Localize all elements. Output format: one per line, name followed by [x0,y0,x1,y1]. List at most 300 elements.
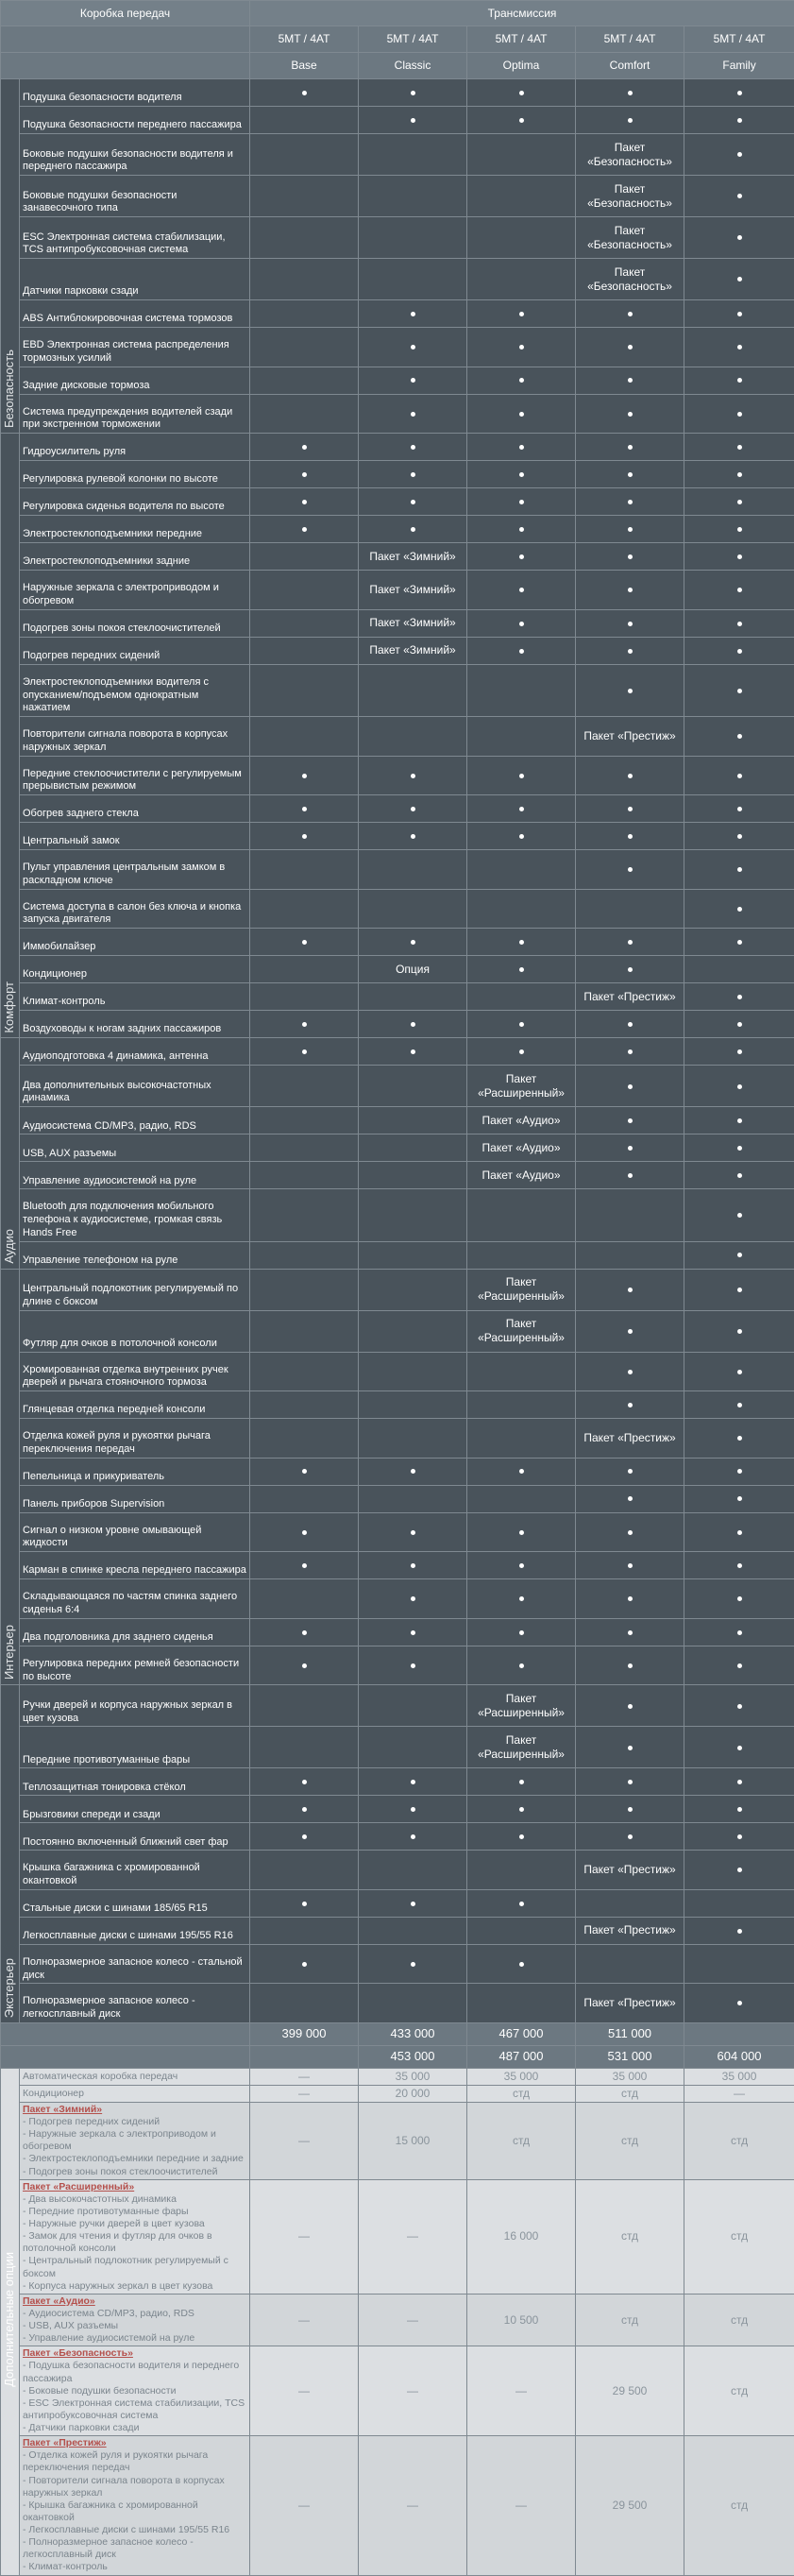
feature-value [359,1851,467,1890]
feature-value [576,1391,684,1419]
included-dot-icon [737,412,742,417]
package-item: - Передние противотуманные фары [23,2206,246,2218]
feature-row [1,983,794,1011]
feature-value [467,1011,576,1038]
feature-value [359,367,467,394]
included-dot-icon [737,940,742,945]
included-dot-icon [628,967,633,972]
included-dot-icon [519,554,524,559]
options-table-body [1,2068,794,2575]
feature-value [250,1618,359,1646]
feature-name: Боковые подушки безопасности водителя и переднего пассажира [20,134,250,176]
feature-name: Складывающаяся по частям спинка заднего сиденья 6:4 [20,1579,250,1619]
feature-value [576,929,684,956]
package-row [1,2346,794,2436]
included-dot-icon [628,1704,633,1709]
feature-value [359,176,467,217]
feature-value [576,1485,684,1512]
included-dot-icon [737,345,742,350]
package-item: - Боковые подушки безопасности [23,2385,246,2397]
feature-value-text: Пакет «Престиж» [583,728,676,742]
feature-name: USB, AUX разъемы [20,1134,250,1162]
feature-name: Регулировка передних ремней безопасности по высоте [20,1646,250,1685]
feature-value [250,1646,359,1685]
feature-value [250,394,359,434]
feature-value [250,1011,359,1038]
package-price: 29 500 [576,2346,684,2436]
options-section-label: Дополнительные опции [2,2251,17,2387]
feature-value [576,107,684,134]
included-dot-icon [519,345,524,350]
included-dot-icon [411,312,415,316]
feature-row [1,571,794,610]
feature-value [359,1646,467,1685]
feature-value [250,1269,359,1310]
feature-value [359,664,467,716]
included-dot-icon [302,91,307,95]
included-dot-icon [411,445,415,450]
included-dot-icon [628,1563,633,1568]
feature-value [467,1618,576,1646]
included-dot-icon [411,345,415,350]
included-dot-icon [411,500,415,504]
feature-value [467,1391,576,1419]
feature-name: Передние противотуманные фары [20,1727,250,1768]
package-price: стд [684,2179,794,2294]
package-item: - Подушка безопасности водителя и переднего пассажира [23,2360,246,2384]
included-dot-icon [302,807,307,811]
feature-value [250,259,359,300]
package-title-link[interactable]: Пакет «Безопасность» [23,2347,133,2360]
feature-name: Подушка безопасности водителя [20,79,250,107]
feature-value [467,1796,576,1823]
included-dot-icon [302,445,307,450]
included-dot-icon [737,527,742,532]
feature-value [359,637,467,664]
included-dot-icon [302,1530,307,1535]
transmission-header: Трансмиссия [250,1,794,26]
feature-value [684,717,794,757]
included-dot-icon [411,412,415,417]
package-price: — [467,2436,576,2575]
included-dot-icon [519,1049,524,1054]
feature-value [684,516,794,543]
feature-value [467,1458,576,1485]
package-item: - Замок для чтения и футляр для очков в потолочной консоли [23,2230,246,2255]
feature-table-body [1,79,794,2023]
feature-value-text: Пакет «Безопасность» [587,223,672,251]
feature-value [684,543,794,571]
feature-value [684,1552,794,1579]
feature-name: Электростеклоподъемники передние [20,516,250,543]
included-dot-icon [737,1253,742,1257]
feature-name: Глянцевая отделка передней консоли [20,1391,250,1419]
included-dot-icon [628,867,633,872]
feature-name: Легкосплавные диски с шинами 195/55 R16 [20,1917,250,1944]
feature-value [684,1038,794,1066]
feature-name: Два подголовника для заднего сиденья [20,1618,250,1646]
feature-name: Постоянно включенный ближний свет фар [20,1823,250,1851]
feature-value [467,717,576,757]
package-price: стд [576,2179,684,2294]
feature-value [576,1685,684,1727]
trim-name: Base [250,53,359,79]
included-dot-icon [737,2001,742,2005]
option-price: стд [576,2085,684,2102]
feature-name: Хромированная отделка внутренних ручек дверей и рычага стояночного тормоза [20,1352,250,1391]
included-dot-icon [737,312,742,316]
included-dot-icon [628,807,633,811]
feature-value [576,300,684,328]
feature-value [359,1796,467,1823]
included-dot-icon [737,1146,742,1151]
included-dot-icon [628,1146,633,1151]
feature-value-text: Пакет «Престиж» [583,989,676,1003]
feature-value [467,1512,576,1552]
package-price: стд [684,2294,794,2346]
option-price: 35 000 [467,2068,576,2085]
package-title-link[interactable]: Пакет «Зимний» [23,2103,103,2115]
included-dot-icon [302,500,307,504]
included-dot-icon [519,472,524,477]
feature-value [250,176,359,217]
feature-value [467,1646,576,1685]
price-value: 604 000 [717,2049,762,2064]
feature-value [684,1768,794,1796]
price-cell [684,2045,794,2068]
package-description [20,2102,250,2179]
feature-value [250,1768,359,1796]
feature-row [1,1512,794,1552]
feature-value [576,79,684,107]
included-dot-icon [737,1834,742,1839]
included-dot-icon [628,1329,633,1334]
feature-name: Пульт управления центральным замком в раскладном ключе [20,850,250,890]
feature-value [684,637,794,664]
feature-row [1,1727,794,1768]
feature-value [684,756,794,795]
feature-name: Передние стеклоочистители с регулируемым прерывистым режимом [20,756,250,795]
included-dot-icon [411,1834,415,1839]
feature-value [684,929,794,956]
package-price: — [250,2179,359,2294]
feature-value [359,300,467,328]
feature-value [684,1944,794,1984]
option-price: — [250,2068,359,2085]
feature-value [576,1944,684,1984]
feature-value [359,1512,467,1552]
feature-name: Аудиосистема CD/MP3, радио, RDS [20,1107,250,1134]
feature-value [576,134,684,176]
included-dot-icon [302,1807,307,1812]
feature-row [1,1419,794,1459]
included-dot-icon [302,472,307,477]
feature-value [467,79,576,107]
included-dot-icon [737,1370,742,1374]
feature-value [467,1107,576,1134]
section-label: Экстерьер [2,1957,17,2019]
feature-value [359,956,467,983]
feature-value [467,1485,576,1512]
option-row [1,2085,794,2102]
included-dot-icon [519,1563,524,1568]
option-price: 35 000 [576,2068,684,2085]
feature-value [250,328,359,367]
feature-value [467,823,576,850]
included-dot-icon [411,1780,415,1784]
feature-value [250,79,359,107]
included-dot-icon [628,1022,633,1027]
feature-value [684,1241,794,1269]
feature-name: Электростеклоподъемники водителя с опусканием/подъемом однократным нажатием [20,664,250,716]
feature-row [1,1917,794,1944]
feature-row [1,889,794,929]
included-dot-icon [737,91,742,95]
feature-value [359,1579,467,1619]
included-dot-icon [737,995,742,999]
included-dot-icon [737,1022,742,1027]
included-dot-icon [411,1022,415,1027]
feature-value [359,1066,467,1107]
option-row [1,2068,794,2085]
feature-value [359,1485,467,1512]
feature-value [684,983,794,1011]
package-description [20,2436,250,2575]
feature-value-text: Пакет «Зимний» [369,549,456,563]
package-description [20,2179,250,2294]
feature-value [467,1944,576,1984]
feature-value [467,1352,576,1391]
feature-value [250,1512,359,1552]
included-dot-icon [737,554,742,559]
feature-value [467,1189,576,1241]
package-price: стд [684,2346,794,2436]
feature-value [576,1419,684,1459]
price-cell [359,2022,467,2045]
feature-value [250,543,359,571]
package-item: - Подогрев зоны покоя стеклоочистителей [23,2166,246,2178]
included-dot-icon [737,689,742,693]
feature-value [684,1162,794,1189]
options-section-band [1,2068,20,2575]
included-dot-icon [737,867,742,872]
included-dot-icon [628,1370,633,1374]
included-dot-icon [519,1807,524,1812]
trim-header-spacer [1,53,250,79]
feature-value [250,1796,359,1823]
package-row [1,2294,794,2346]
included-dot-icon [628,312,633,316]
feature-value [684,367,794,394]
feature-value [250,889,359,929]
feature-value [250,1984,359,2023]
package-row [1,2102,794,2179]
gearbox-cell: 5MT / 4AT [576,26,684,53]
gearbox-header: Коробка передач [1,1,250,26]
included-dot-icon [411,1049,415,1054]
feature-row [1,850,794,890]
feature-name: Система доступа в салон без ключа и кнопка запуска двигателя [20,889,250,929]
package-item: - Повторители сигнала поворота в корпусах наружных зеркал [23,2475,246,2499]
feature-value [576,328,684,367]
section-band [1,79,20,434]
included-dot-icon [411,118,415,123]
feature-value [684,889,794,929]
feature-value [359,609,467,637]
included-dot-icon [737,194,742,198]
included-dot-icon [302,1780,307,1784]
feature-value [576,217,684,259]
feature-value [359,983,467,1011]
price-row [1,2022,794,2045]
feature-value [467,956,576,983]
section-label: Комфорт [2,981,17,1033]
feature-row [1,1038,794,1066]
feature-value [359,1162,467,1189]
feature-name: Пепельница и прикуриватель [20,1458,250,1485]
included-dot-icon [628,1496,633,1501]
package-price: стд [684,2436,794,2575]
package-item: - Управление аудиосистемой на руле [23,2332,246,2345]
included-dot-icon [737,649,742,654]
included-dot-icon [737,1084,742,1089]
package-price: — [250,2346,359,2436]
feature-value [250,850,359,890]
feature-row [1,1646,794,1685]
included-dot-icon [737,1436,742,1441]
feature-value [359,434,467,461]
included-dot-icon [737,1596,742,1601]
feature-name: Полноразмерное запасное колесо - легкосплавный диск [20,1984,250,2023]
feature-name: ESC Электронная система стабилизации, TCS антипробуксовочная система [20,217,250,259]
feature-value [250,434,359,461]
included-dot-icon [737,1049,742,1054]
included-dot-icon [628,1780,633,1784]
included-dot-icon [628,1746,633,1750]
included-dot-icon [628,774,633,778]
feature-value [467,1768,576,1796]
included-dot-icon [628,1288,633,1292]
feature-name: Кондиционер [20,956,250,983]
section-band [1,1269,20,1685]
feature-value [684,1391,794,1419]
feature-value [359,1134,467,1162]
feature-value-text: Пакет «Расширенный» [478,1732,565,1761]
package-item: - Наружные зеркала с электроприводом и обогревом [23,2128,246,2153]
feature-value [576,516,684,543]
included-dot-icon [737,774,742,778]
package-row [1,2179,794,2294]
package-item: - Отделка кожей руля и рукоятки рычага переключения передач [23,2449,246,2474]
feature-value [684,1269,794,1310]
package-title-link[interactable]: Пакет «Расширенный» [23,2180,135,2192]
feature-value [684,259,794,300]
package-item: - Электростеклоподъемники передние и задние [23,2153,246,2165]
feature-row [1,394,794,434]
feature-row [1,956,794,983]
package-description [20,2346,250,2436]
feature-name: Ручки дверей и корпуса наружных зеркал в цвет кузова [20,1685,250,1727]
feature-value-text: Пакет «Зимний» [369,616,456,630]
feature-name: Гидроусилитель руля [20,434,250,461]
package-title-link[interactable]: Пакет «Аудио» [23,2295,95,2307]
feature-value [359,1011,467,1038]
option-name [20,2085,250,2102]
price-label-spacer [1,2022,250,2045]
feature-value [576,1134,684,1162]
feature-row [1,929,794,956]
feature-value [250,516,359,543]
feature-value [684,488,794,516]
included-dot-icon [519,1780,524,1784]
feature-value-text: Пакет «Безопасность» [587,181,672,210]
package-item: - Подогрев передних сидений [23,2116,246,2128]
trim-name: Comfort [576,53,684,79]
option-name-text: Автоматическая коробка передач [23,2070,178,2082]
package-item: - Крышка багажника с хромированной окантовкой [23,2499,246,2524]
feature-value-text: Пакет «Безопасность» [587,264,672,293]
included-dot-icon [411,834,415,839]
package-price: — [359,2179,467,2294]
feature-value [467,1552,576,1579]
feature-name: Теплозащитная тонировка стёкол [20,1768,250,1796]
included-dot-icon [737,1807,742,1812]
feature-value [250,1189,359,1241]
feature-row [1,434,794,461]
feature-value [684,461,794,488]
package-price: стд [684,2102,794,2179]
feature-value [467,1727,576,1768]
feature-value [576,1162,684,1189]
feature-value [684,1458,794,1485]
feature-name: Повторители сигнала поворота в корпусах наружных зеркал [20,717,250,757]
gearbox-cell: 5MT / 4AT [359,26,467,53]
feature-value [250,1038,359,1066]
package-item: - Корпуса наружных зеркал в цвет кузова [23,2280,246,2293]
feature-name: Управление аудиосистемой на руле [20,1162,250,1189]
feature-value [250,1310,359,1352]
feature-value [359,394,467,434]
feature-value [576,717,684,757]
feature-row [1,1851,794,1890]
included-dot-icon [628,1807,633,1812]
price-cell [684,2022,794,2045]
feature-value [359,543,467,571]
included-dot-icon [628,91,633,95]
feature-row [1,1066,794,1107]
feature-value [684,1889,794,1917]
price-cell [359,2045,467,2068]
feature-name: Сигнал о низком уровне омывающей жидкости [20,1512,250,1552]
included-dot-icon [519,118,524,123]
package-title-link[interactable]: Пакет «Престиж» [23,2437,107,2449]
included-dot-icon [628,1403,633,1407]
feature-row [1,637,794,664]
package-item: - Датчики парковки сзади [23,2422,246,2434]
feature-value [359,889,467,929]
feature-value [250,134,359,176]
feature-value [250,1685,359,1727]
feature-row [1,176,794,217]
feature-value [467,1579,576,1619]
feature-value [684,107,794,134]
feature-value [576,1851,684,1890]
included-dot-icon [737,235,742,240]
included-dot-icon [737,1929,742,1934]
feature-value [467,664,576,716]
included-dot-icon [737,1213,742,1218]
feature-name: Система предупреждения водителей сзади при экстренном торможении [20,394,250,434]
